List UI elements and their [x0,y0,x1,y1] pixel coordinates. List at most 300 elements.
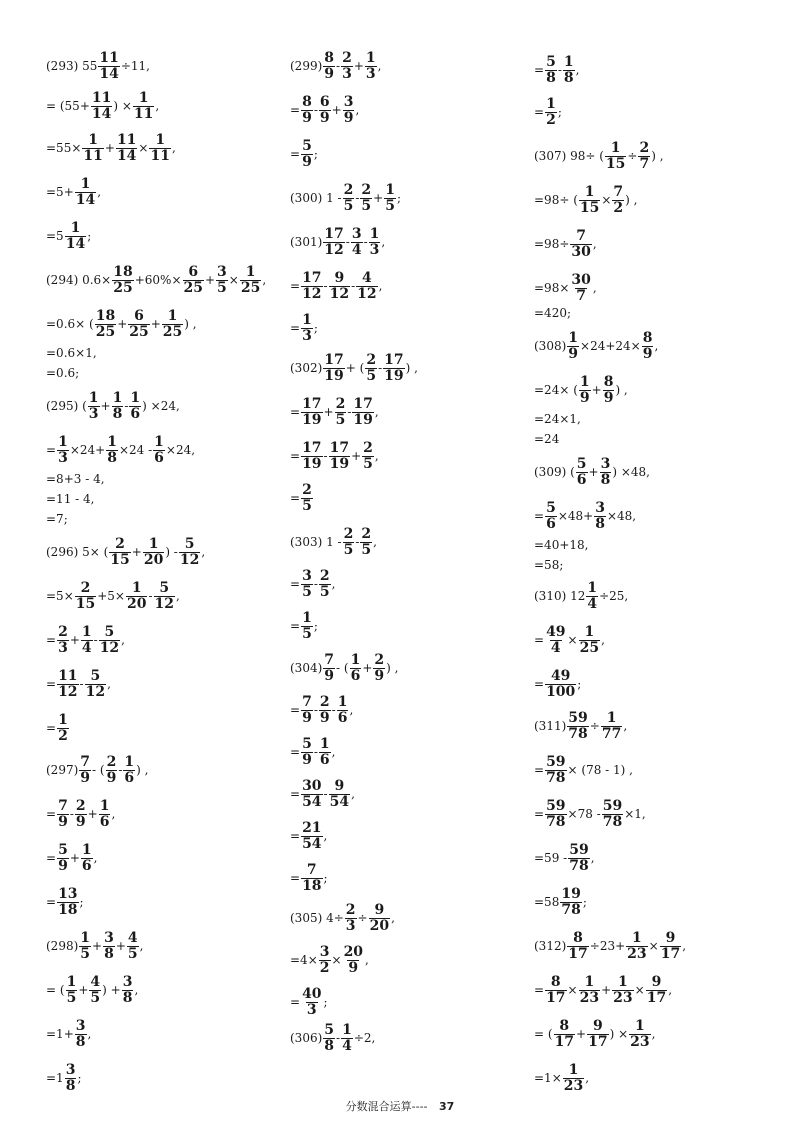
fraction-denominator: 9 [58,857,68,874]
expression-text: = [534,105,545,119]
expression-text: - [355,535,360,549]
fraction [563,1063,584,1094]
expression-text: ×48, [606,509,637,523]
fraction-numerator: 1 [365,49,376,66]
expression-text: + [117,317,128,331]
fraction-denominator: 3 [302,327,312,344]
fraction [360,527,372,558]
math-step [46,174,101,210]
fraction-denominator: 14 [116,147,137,164]
fraction-numerator: 2 [363,439,373,456]
math-step [46,512,68,526]
expression-text: , [349,703,354,717]
fraction-denominator: 4 [587,595,598,612]
fraction-numerator: 1 [88,131,98,148]
fraction-numerator: 1 [568,329,579,346]
expression-text: ; [313,619,318,633]
math-step [534,666,581,702]
fraction-denominator: 3 [306,1001,317,1018]
math-step [46,884,84,920]
expression-text: ×24+24× [580,339,641,353]
expression-text: = [290,787,301,801]
fraction [57,713,69,744]
fraction-denominator: 5 [302,497,312,514]
math-step [46,928,143,964]
expression-text: , [331,577,336,591]
expression-text: × [634,983,645,997]
fraction-numerator: 1 [124,753,135,770]
fraction-numerator: 5 [546,53,556,70]
math-step [534,558,563,572]
expression-text: ÷11, [120,59,150,73]
expression-text: (293) 55 [46,59,98,73]
fraction-denominator: 11 [133,105,154,122]
fraction-numerator: 11 [116,131,137,148]
math-step [534,796,646,832]
expression-text: ) , [136,763,149,777]
fraction [383,353,404,384]
fraction-numerator: 1 [587,579,598,596]
fraction [323,51,335,82]
fraction [560,887,581,918]
fraction-denominator: 9 [568,345,579,362]
math-step [534,972,672,1008]
fraction-denominator: 6 [124,769,135,786]
expression-text: , [381,235,386,249]
fraction [323,227,344,258]
fraction-numerator: 2 [75,797,86,814]
expression-text: = [290,829,301,843]
fraction-numerator: 9 [592,1017,603,1034]
fraction-numerator: 1 [546,95,556,112]
fraction [143,537,164,568]
fraction [57,799,69,830]
fraction [545,97,557,128]
math-step [290,818,327,854]
fraction-denominator: 12 [154,595,175,612]
fraction-denominator: 2 [546,111,556,128]
fraction-numerator: 1 [563,53,574,70]
fraction-denominator: 9 [579,389,590,406]
fraction-denominator: 23 [613,989,633,1006]
fraction [579,185,600,216]
fraction-numerator: 19 [561,885,581,902]
fraction [91,91,112,122]
expression-text: , [176,589,180,603]
fraction-denominator: 3 [58,449,68,466]
fraction-numerator: 1 [342,1021,352,1038]
fraction [82,133,103,164]
fraction [629,1019,650,1050]
expression-text: = [46,721,57,735]
fraction [373,653,385,684]
expression-text: + ( [345,361,365,375]
fraction [301,313,313,344]
fraction [369,903,390,934]
math-step [290,900,395,936]
expression-text: , [592,237,597,251]
fraction [319,569,331,600]
fraction-numerator: 3 [343,93,354,110]
fraction [149,133,170,164]
fraction-numerator: 17 [384,351,404,368]
expression-text: , [682,939,687,953]
fraction [301,737,313,768]
fraction [95,309,116,340]
expression-text: + [204,273,216,287]
fraction [216,265,228,296]
expression-text: , [378,279,383,293]
fraction-denominator: 4 [81,639,92,656]
fraction-numerator: 2 [374,651,385,668]
fraction-denominator: 9 [324,667,335,684]
fraction-numerator: 2 [361,181,372,198]
math-step [534,270,597,306]
fraction-numerator: 1 [99,797,110,814]
expression-text: (307) 98÷ ( [534,149,604,163]
fraction [179,537,200,568]
math-step [46,666,111,702]
fraction [567,711,588,742]
fraction-denominator: 17 [660,945,681,962]
expression-text: =1+ [46,1027,74,1041]
expression-text: , [87,1027,92,1041]
fraction-denominator: 2 [319,959,330,976]
expression-text: = [46,633,57,647]
expression-text: =98× [534,281,570,295]
fraction-denominator: 17 [568,945,588,962]
fraction-denominator: 14 [99,65,119,82]
fraction-numerator: 18 [113,263,133,280]
fraction-numerator: 7 [58,797,68,814]
fraction-numerator: 3 [319,943,330,960]
expression-text: - [313,103,318,117]
fraction [626,931,647,962]
expression-text: × [648,939,659,953]
expression-text: , [134,983,139,997]
math-step [46,366,79,380]
fraction-numerator: 1 [579,373,590,390]
fraction [57,625,69,656]
fraction-numerator: 5 [546,499,556,516]
expression-text: + [591,383,602,397]
math-step [46,1060,82,1096]
expression-text: , [377,59,382,73]
fraction-denominator: 6 [350,667,361,684]
fraction-numerator: 3 [595,499,605,516]
fraction-numerator: 1 [568,1061,579,1078]
fraction-denominator: 9 [302,751,312,768]
expression-text: - [347,405,352,419]
expression-text: - [124,399,129,413]
math-step [46,472,105,486]
fraction-denominator: 5 [366,367,377,384]
fraction [162,309,183,340]
fraction [554,1019,575,1050]
expression-text: ) , [651,149,664,163]
fraction [343,183,355,214]
fraction [329,441,350,472]
expression-text: (305) 4÷ [290,911,344,925]
fraction-denominator: 77 [601,725,622,742]
expression-text: + [104,141,115,155]
fraction [301,779,322,810]
fraction-numerator: 1 [81,841,92,858]
fraction-numerator: 11 [99,49,119,66]
expression-text: = [46,895,57,909]
expression-text: =98÷ [534,237,570,251]
expression-text: ; [577,677,582,691]
fraction-numerator: 2 [343,181,354,198]
fraction-denominator: 5 [319,583,330,600]
expression-text: (311) [534,719,567,733]
fraction [570,229,591,260]
fraction [133,91,154,122]
fraction-numerator: 7 [613,183,624,200]
expression-text: , [365,953,369,967]
fraction-denominator: 19 [353,411,373,428]
fraction-denominator: 9 [603,389,614,406]
math-step [534,328,658,364]
fraction-numerator: 1 [107,433,117,450]
math-step [290,480,314,516]
fraction-denominator: 54 [302,793,322,810]
fraction [301,271,322,302]
fraction-denominator: 20 [143,551,164,568]
fraction [98,51,119,82]
expression-text: (303) 1 - [290,535,342,549]
expression-text: = [46,851,57,865]
fraction [586,581,598,612]
fraction [568,843,589,874]
fraction [301,441,322,472]
fraction-numerator: 5 [58,841,68,858]
fraction [319,945,331,976]
fraction [106,755,118,786]
expression-text: - ( [92,763,105,777]
expression-text: =5 [46,229,64,243]
fraction [57,435,69,466]
expression-text: ; [582,895,587,909]
fraction [126,581,147,612]
math-step [290,692,353,728]
expression-text: = [290,279,301,293]
fraction-numerator: 1 [319,735,330,752]
math-step [534,52,579,88]
fraction-denominator: 8 [122,989,133,1006]
expression-text: + [78,983,89,997]
fraction-denominator: 5 [90,989,101,1006]
expression-text: (308) [534,339,567,353]
expression-text: (302) [290,361,323,375]
fraction-denominator: 78 [561,901,581,918]
fraction-denominator: 18 [302,877,322,894]
fraction-numerator: 2 [80,579,91,596]
fraction-numerator: 17 [324,225,344,242]
fraction-numerator: 1 [606,709,617,726]
expression-text: + [601,983,612,997]
expression-text: , [575,63,580,77]
fraction [343,95,355,126]
fraction [123,755,135,786]
expression-text: (296) 5× ( [46,545,109,559]
fraction-denominator: 8 [112,405,123,422]
fraction-numerator: 17 [302,439,322,456]
fraction [545,625,566,656]
fraction [545,755,566,786]
expression-text: , [262,273,267,287]
expression-text: × [567,633,578,647]
fraction-numerator: 7 [302,693,312,710]
expression-text: = (55+ [46,99,90,113]
fraction-denominator: 3 [369,241,380,258]
fraction-denominator: 6 [576,471,587,488]
expression-text: - [363,235,368,249]
fraction [75,177,96,208]
fraction-denominator: 5 [335,411,346,428]
fraction [567,331,579,362]
fraction-denominator: 12 [85,683,106,700]
fraction [545,975,566,1006]
fraction-denominator: 3 [345,917,356,934]
fraction-numerator: 18 [95,307,116,324]
expression-text: = [46,807,57,821]
fraction-denominator: 23 [627,945,647,962]
expression-text: , [585,1071,590,1085]
expression-text: = [534,763,545,777]
math-step [46,130,176,166]
fraction-numerator: 2 [361,525,372,542]
math-step [290,734,335,770]
expression-text: ÷ [627,149,638,163]
fraction-denominator: 9 [302,153,312,170]
expression-text: , [592,281,597,295]
fraction-denominator: 14 [75,191,96,208]
fraction-numerator: 5 [324,1021,335,1038]
math-step [534,928,686,964]
expression-text: , [111,807,116,821]
math-step [534,752,633,788]
fraction-denominator: 5 [361,541,372,558]
expression-text: , [668,983,673,997]
fraction [319,95,331,126]
fraction-numerator: 49 [550,667,571,684]
math-step [290,180,401,216]
fraction [602,799,623,830]
expression-text: = [290,995,301,1009]
fraction-numerator: 1 [584,973,595,990]
fraction [341,51,353,82]
fraction-denominator: 19 [384,367,404,384]
fraction-denominator: 15 [579,199,600,216]
fraction-numerator: 2 [115,535,125,552]
fraction-numerator: 1 [245,263,256,280]
fraction [79,755,91,786]
fraction-numerator: 9 [374,901,385,918]
expression-text: ÷ [357,911,368,925]
fraction [384,183,396,214]
fraction [329,779,350,810]
fraction-denominator: 25 [129,323,149,340]
fraction-denominator: 6 [99,813,110,830]
fraction [343,945,364,976]
fraction [638,141,650,172]
math-step [534,708,627,744]
expression-text: , [373,535,377,549]
fraction [329,271,350,302]
expression-text: , [651,1027,656,1041]
expression-text: = [290,405,301,419]
expression-text: =0.6×1, [46,346,97,360]
fraction-denominator: 6 [130,405,141,422]
expression-text: - [93,633,98,647]
fraction-numerator: 3 [122,973,133,990]
fraction [570,273,591,304]
fraction-denominator: 19 [324,367,344,384]
fraction-numerator: 1 [138,89,149,106]
expression-text: = [534,633,545,647]
fraction-numerator: 1 [154,433,164,450]
expression-text: + [353,59,364,73]
fraction-denominator: 5 [361,197,372,214]
page-number: 37 [439,1100,455,1113]
fraction-numerator: 4 [90,973,101,990]
fraction-numerator: 59 [546,797,566,814]
expression-text: - [69,807,74,821]
expression-text: × (78 - 1) , [567,763,633,777]
fraction-denominator: 19 [329,455,350,472]
fraction [65,1063,77,1094]
expression-text: + [373,191,384,205]
fraction-denominator: 100 [546,683,576,700]
math-step [534,498,636,534]
math-step [534,94,562,130]
fraction-denominator: 54 [302,835,322,852]
fraction [579,975,600,1006]
expression-text: , [391,911,395,925]
expression-text: , [139,939,144,953]
expression-text: + [323,405,334,419]
expression-text: - [351,279,356,293]
fraction-numerator: 1 [635,1017,645,1034]
fraction-denominator: 6 [154,449,164,466]
fraction [345,903,357,934]
math-step [46,346,97,360]
fraction-numerator: 9 [334,269,345,286]
fraction-numerator: 17 [324,351,344,368]
fraction-denominator: 8 [546,69,556,86]
expression-text: , [331,745,336,759]
math-step [46,622,125,658]
fraction-denominator: 14 [65,235,86,252]
fraction-denominator: 14 [91,105,112,122]
fraction-numerator: 17 [329,439,350,456]
expression-text: , [590,851,595,865]
expression-text: =24×1, [534,412,581,426]
expression-text: , [654,339,659,353]
fraction-denominator: 8 [595,515,605,532]
expression-text: ) - [165,545,178,559]
math-step [534,138,664,174]
fraction-numerator: 7 [80,753,91,770]
fraction [545,501,557,532]
math-step [290,136,318,172]
fraction-denominator: 15 [75,595,96,612]
fraction [240,265,261,296]
fraction-numerator: 8 [642,329,653,346]
fraction-denominator: 4 [550,639,561,656]
expression-text: - [355,191,360,205]
